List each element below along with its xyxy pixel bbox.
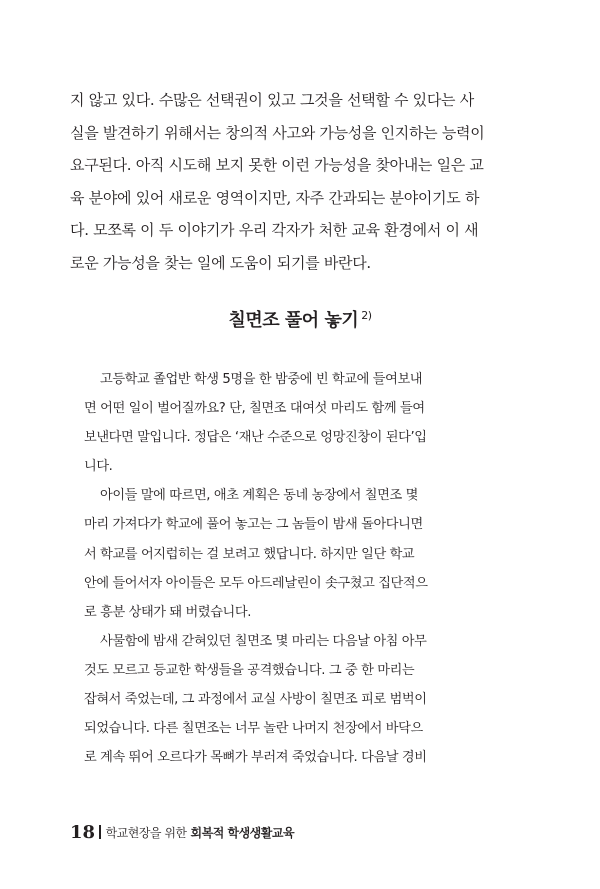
text-line: 지 않고 있다. 수많은 선택권이 있고 그것을 선택할 수 있다는 사 [70,91,474,109]
text-line: 되었습니다. 다른 칠면조는 너무 놀란 나머지 천장에서 바닥으 [84,721,423,737]
text-line: 육 분야에 있어 새로운 영역이지만, 자주 간과되는 분야이기도 하 [70,188,480,207]
section-heading [0,306,600,332]
text-line: 요구된다. 아직 시도해 보지 못한 이런 가능성을 찾아내는 일은 교 [70,156,484,175]
intro-paragraph [70,84,532,280]
text-line: 잡혀서 죽었는데, 그 과정에서 교실 사방이 칠면조 피로 범벅이 [84,692,427,708]
text-line: 사물함에 밤새 갇혀있던 칠면조 몇 마리는 다음날 아침 아무 [100,633,427,649]
footer-divider [99,825,101,839]
section-title: 칠면조 풀어 놓기 [228,310,359,331]
text-line: 서 학교를 어지럽히는 걸 보려고 했답니다. 하지만 일단 학교 [84,546,415,562]
page-number: 18 [70,821,96,843]
text-line: 로 계속 뛰어 오르다가 목뼈가 부러져 죽었습니다. 다음날 경비 [84,750,427,766]
text-line: 로운 가능성을 찾는 일에 도움이 되기를 바란다. [70,253,371,272]
book-title-main: 회복적 학생생활교육 [190,825,295,840]
text-line: 마리 가져다가 학교에 풀어 놓고는 그 놈들이 밤새 돌아다니면 [84,517,423,533]
text-line: 로 흥분 상태가 돼 버렸습니다. [84,604,252,620]
text-line: 니다. [84,459,113,475]
story-text [84,365,504,772]
text-line: 다. 모쪼록 이 두 이야기가 우리 각자가 처한 교육 환경에서 이 새 [70,221,479,240]
page-footer [70,820,294,844]
book-title-prefix: 학교현장을 위한 [105,825,187,840]
text-line: 고등학교 졸업반 학생 5명을 한 밤중에 빈 학교에 들여보내 [100,372,423,387]
text-line: 실을 발견하기 위해서는 창의적 사고와 가능성을 인지하는 능력이 [70,123,485,142]
text-line: 안에 들어서자 아이들은 모두 아드레날린이 솟구쳤고 집단적으 [84,575,428,591]
footnote-reference: 2) [361,309,372,322]
text-line: 보낸다면 말입니다. 정답은 ‘재난 수준으로 엉망진창이 된다’입 [84,430,427,446]
text-line: 면 어떤 일이 벌어질까요? 단, 칠면조 대여섯 마리도 함께 들여 [84,401,425,417]
text-line: 아이들 말에 따르면, 애초 계획은 동네 농장에서 칠면조 몇 [100,488,418,504]
text-line: 것도 모르고 등교한 학생들을 공격했습니다. 그 중 한 마리는 [84,662,415,678]
